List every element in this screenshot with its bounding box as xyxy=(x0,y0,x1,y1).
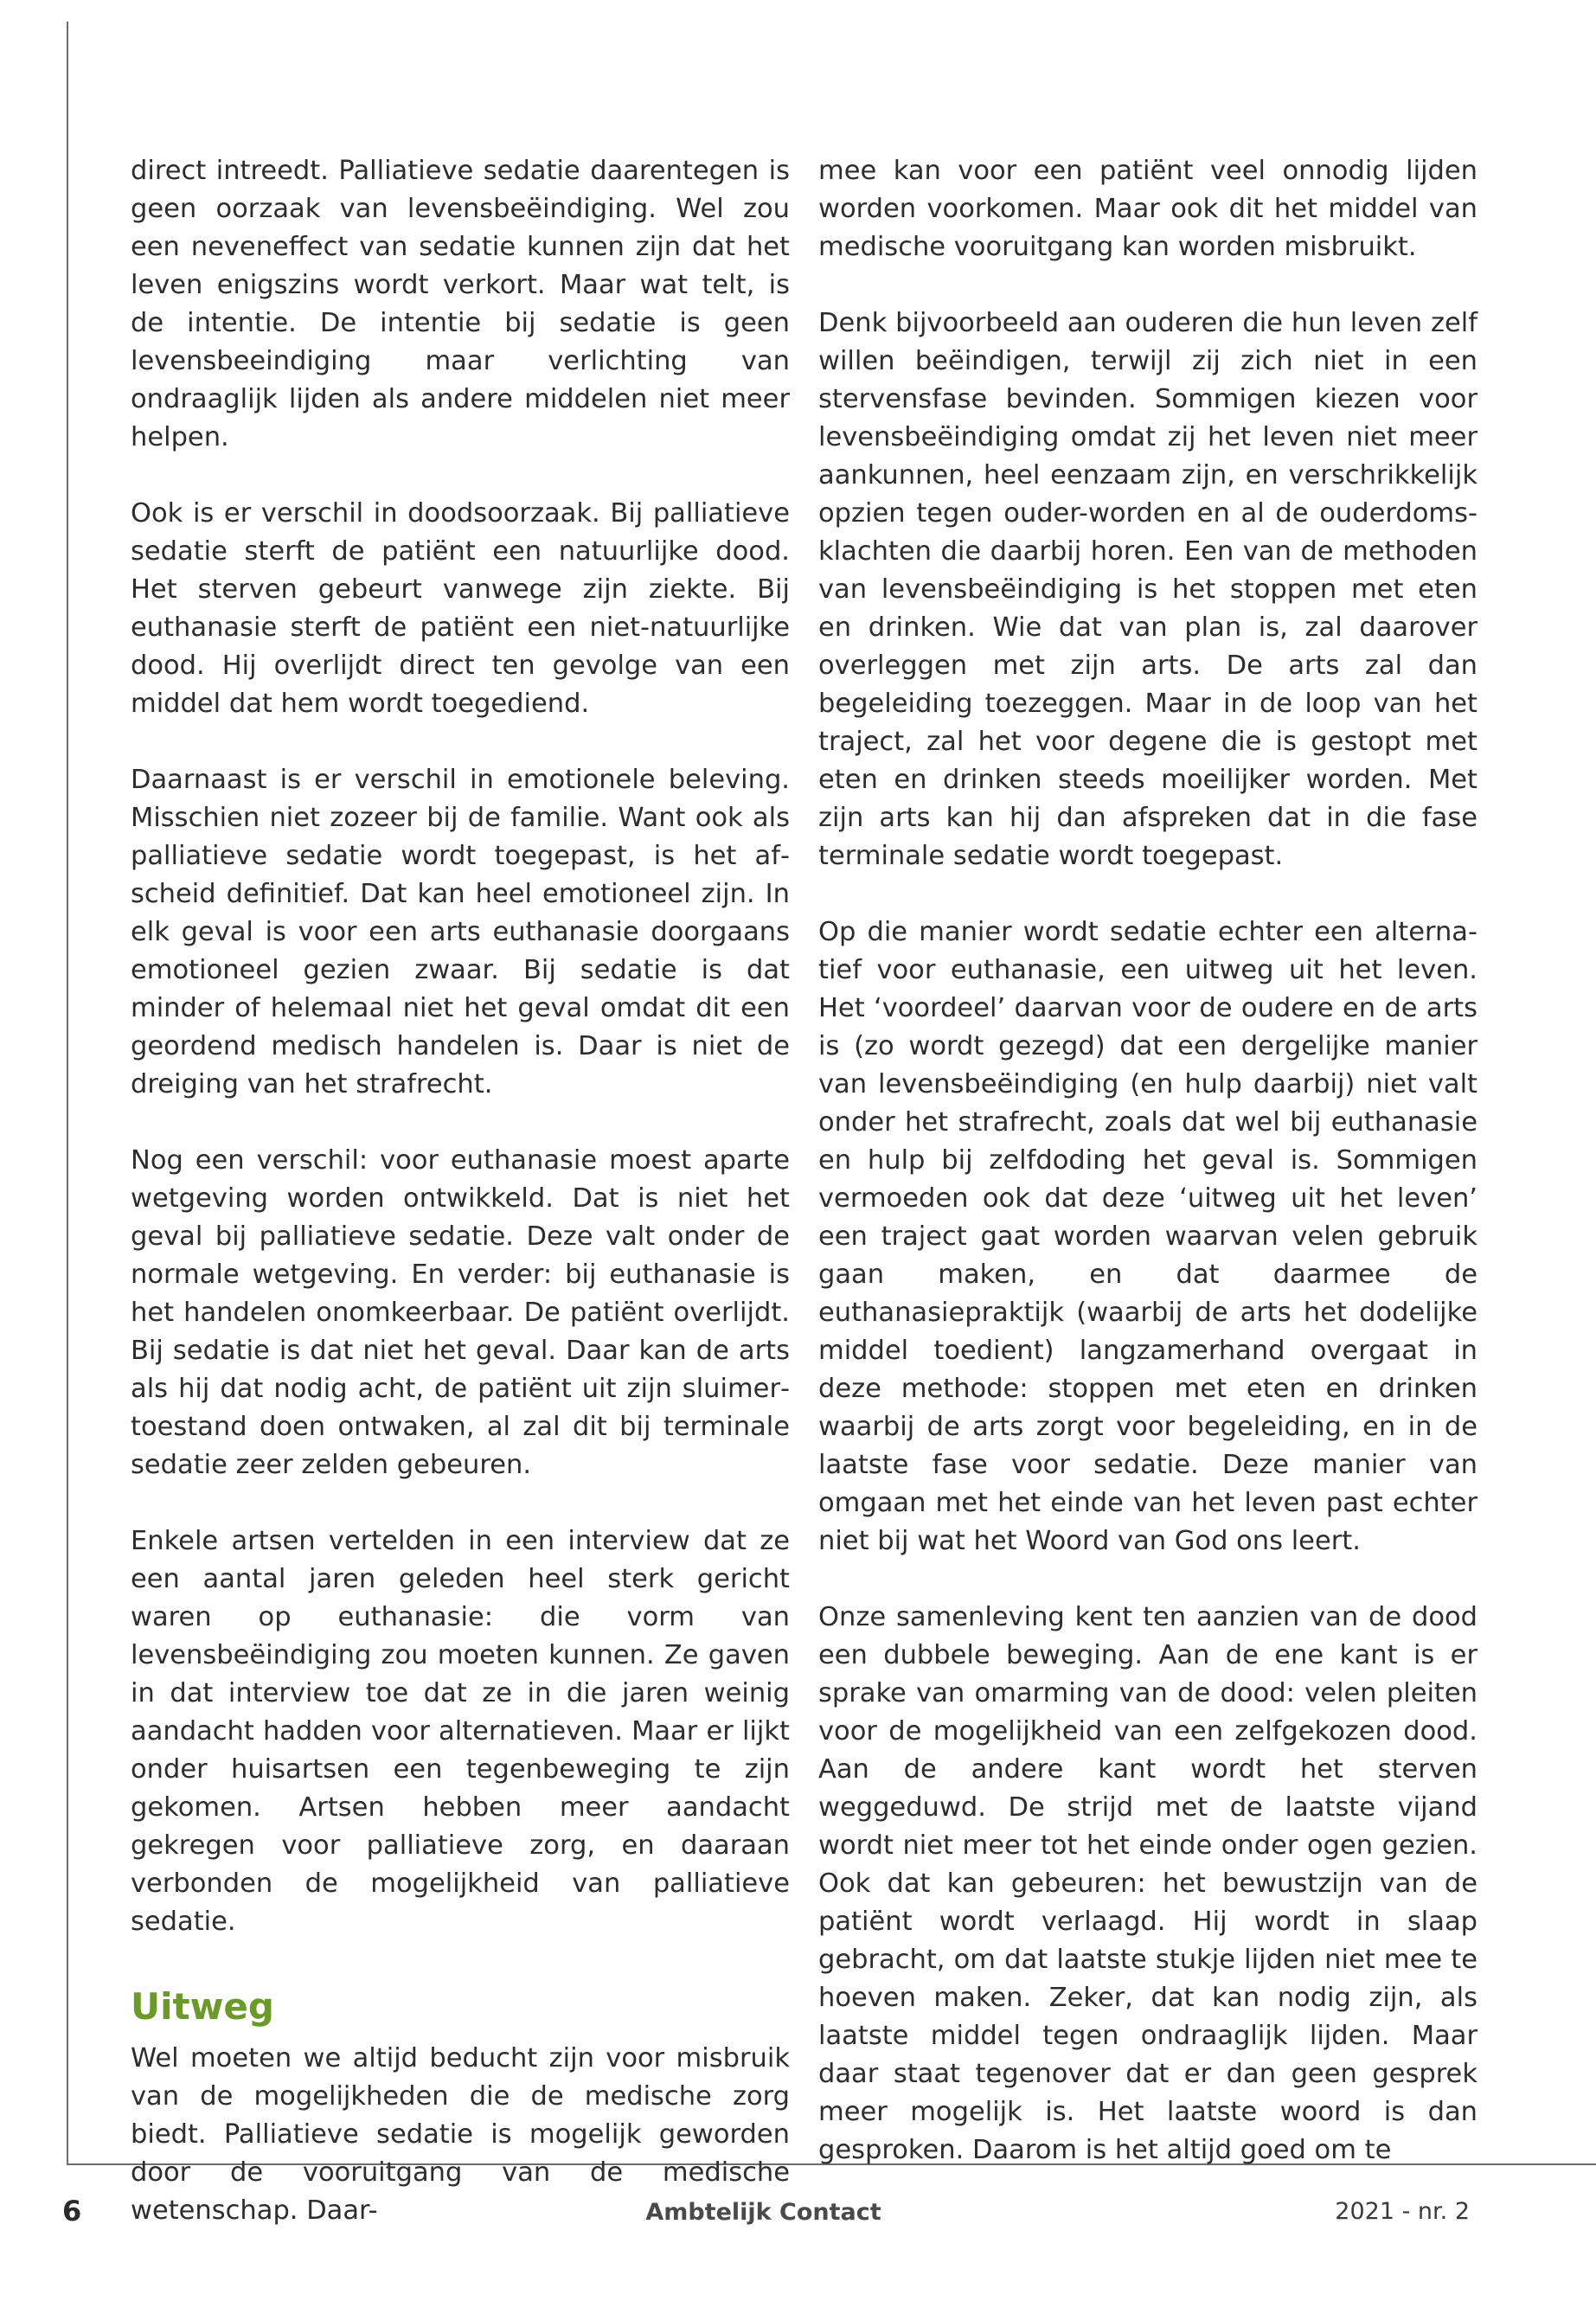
paragraph: Onze samenleving kent ten aanzien van de dood een dubbele beweging. Aan de ene kant is er sprake van omarming van de dood: velen pleiten voor de mogelijkheid van een zelfgekozen dood. Aan de andere kant wordt het sterven weggeduwd. De strijd met de laatste vijand wordt niet meer tot het einde onder ogen gezien. Ook dat kan gebeuren: het bewustzijn van de patiënt wordt verlaagd. Hij wordt in slaap gebracht, om dat laatste stukje lijden niet mee te hoeven maken. Zeker, dat kan nodig zijn, als laatste middel tegen ondraaglijk lijden. Maar daar staat tegenover dat er dan geen gesprek meer mogelijk is. Het laatste woord is dan gesproken. Daarom is het altijd goed om te xyxy=(818,1602,1477,2165)
page-margin-rule-vertical xyxy=(67,22,68,2165)
publication-title-text: Ambtelijk Contact xyxy=(645,2199,881,2226)
paragraph: mee kan voor een patiënt veel onnodig lijden worden voorkomen. Maar ook dit het middel van medische vooruitgang kan worden misbruikt. xyxy=(818,156,1477,262)
paragraph: Ook is er verschil in doodsoorzaak. Bij palliatieve sedatie sterft de patiënt een natuurlijke dood. Het sterven gebeurt vanwege zijn ziekte. Bij euthanasie sterft de patiënt een niet-natuurlijke dood. Hij overlijdt direct ten gevolge van een middel dat hem wordt toegediend. xyxy=(131,498,790,719)
section-heading: Uitweg xyxy=(131,1985,274,2028)
paragraph: Enkele artsen vertelden in een interview dat ze een aantal jaren geleden heel sterk gericht waren op euthanasie: die vorm van levensbeëindiging zou moeten kunnen. Ze gaven in dat interview toe dat ze in die jaren weinig aandacht hadden voor alternatieven. Maar er lijkt onder huisartsen een tegenbeweging te zijn gekomen. Artsen hebben meer aandacht gekregen voor palliatieve zorg, en daaraan verbonden de mogelijkheid van palliatieve sedatie. xyxy=(131,1526,790,1937)
left-column xyxy=(131,152,790,2230)
paragraph: Nog een verschil: voor euthanasie moest aparte wetgeving worden ontwikkeld. Dat is niet het geval bij palliatieve sedatie. Deze valt onder de normale wetgeving. En verder: bij euthanasie is het handelen onomkeerbaar. De patiënt overlijdt. Bij sedatie is dat niet het geval. Daar kan de arts als hij dat nodig acht, de patiënt uit zijn sluimertoestand doen ontwaken, al zal dit bij terminale sedatie zeer zelden gebeuren. xyxy=(131,1145,790,1480)
paragraph: Daarnaast is er verschil in emotionele beleving. Misschien niet zozeer bij de familie. Want ook als palliatieve sedatie wordt toegepast, is het afscheid definitief. Dat kan heel emotioneel zijn. In elk geval is voor een arts euthanasie doorgaans emotioneel gezien zwaar. Bij sedatie is dat minder of helemaal niet het geval omdat dit een geordend medisch handelen is. Daar is niet de dreiging van het strafrecht. xyxy=(131,765,790,1099)
issue-label: 2021 - nr. 2 xyxy=(1335,2198,1470,2225)
paragraph: Op die manier wordt sedatie echter een alternatief voor euthanasie, een uitweg uit het leven. Het ‘voordeel’ daarvan voor de oudere en de arts is (zo wordt gezegd) dat een dergelijke manier van levensbeëindiging (en hulp daarbij) niet valt onder het strafrecht, zoals dat wel bij euthanasie en hulp bij zelfdoding het geval is. Sommigen vermoeden ook dat deze ‘uitweg uit het leven’ een traject gaat worden waarvan velen gebruik gaan maken, en dat daarmee de euthanasiepraktijk (waarbij de arts het dodelijke middel toedient) langzamerhand overgaat in deze methode: stoppen met eten en drinken waarbij de arts zorgt voor begeleiding, en in de laatste fase voor sedatie. Deze manier van omgaan met het einde van het leven past echter niet bij wat het Woord van God ons leert. xyxy=(818,917,1477,1556)
paragraph: Denk bijvoorbeeld aan ouderen die hun leven zelf willen beëindigen, terwijl zij zich niet in een stervensfase bevinden. Sommigen kiezen voor levensbeëindiging omdat zij het leven niet meer aankunnen, heel eenzaam zijn, en verschrikkelijk opzien tegen ouder-worden en al de ouderdomsklachten die daarbij horen. Een van de methoden van levensbeëindiging is het stoppen met eten en drinken. Wie dat van plan is, zal daarover overleggen met zijn arts. De arts zal dan begeleiding toezeggen. Maar in de loop van het traject, zal het voor degene die is gestopt met eten en drinken steeds moeilijker worden. Met zijn arts kan hij dan afspreken dat in die fase terminale sedatie wordt toegepast. xyxy=(818,308,1477,871)
paragraph: direct intreedt. Palliatieve sedatie daarentegen is geen oorzaak van levensbeëindiging. Wel zou een neveneffect van sedatie kunnen zijn dat het leven enigszins wordt verkort. Maar wat telt, is de intentie. De intentie bij sedatie is geen levensbeeindiging maar verlichting van ondraaglijk lijden als andere middelen niet meer helpen. xyxy=(131,156,790,452)
page-number: 6 xyxy=(62,2195,82,2227)
right-column xyxy=(818,152,1477,2170)
paragraph: Wel moeten we altijd beducht zijn voor misbruik van de mogelijkheden die de medische zorg biedt. Palliatieve sedatie is mogelijk geworden door de vooruitgang van de medische wetenschap. Daar- xyxy=(131,2043,790,2226)
